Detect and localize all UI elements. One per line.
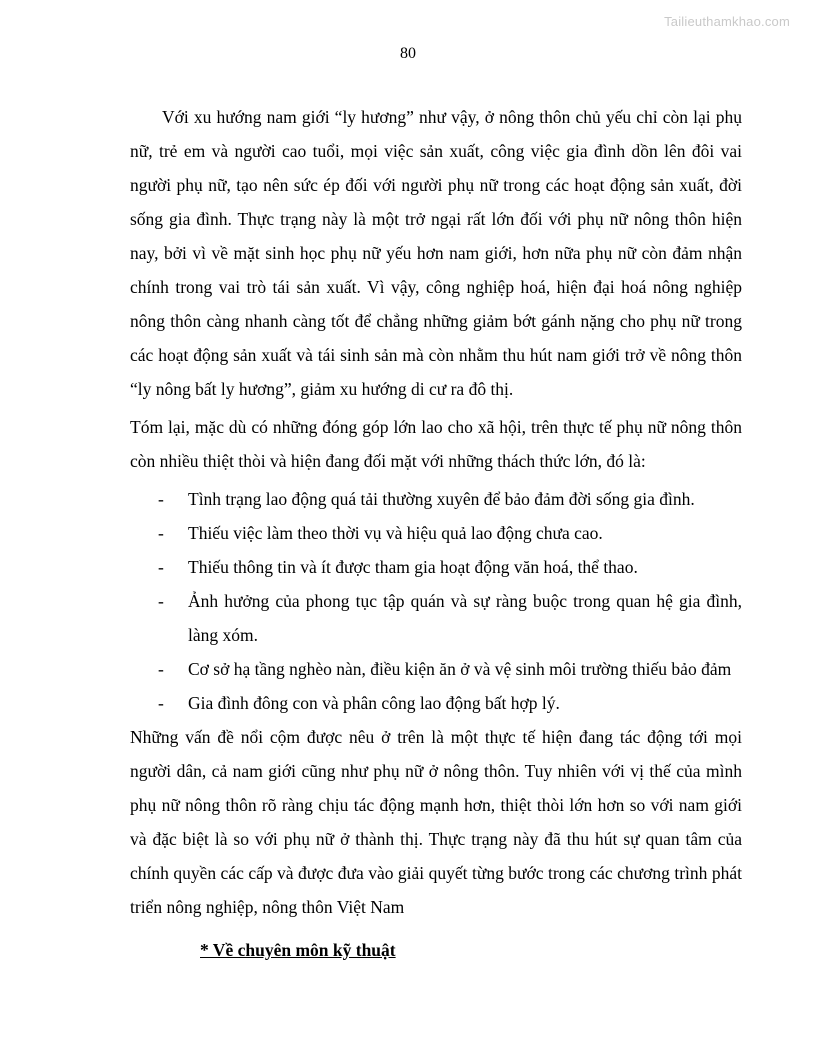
- list-item-text: Thiếu thông tin và ít được tham gia hoạt động văn hoá, thể thao.: [188, 557, 638, 577]
- paragraph-3: Những vấn đề nổi cộm được nêu ở trên là một thực tế hiện đang tác động tới mọi người dân, cả nam giới cũng như phụ nữ ở nông thôn. Tuy nhiên với vị thế của mình phụ nữ nông thôn rõ ràng chịu tác động mạnh hơn, thiệt thòi lớn hơn so với nam giới và đặc biệt là so với phụ nữ ở thành thị. Thực trạng này đã thu hút sự quan tâm của chính quyền các cấp và được đưa vào giải quyết từng bước trong các chương trình phát triển nông nghiệp, nông thôn Việt Nam: [130, 727, 742, 917]
- list-item: [130, 652, 742, 686]
- bullet-marker: -: [158, 693, 164, 713]
- paragraph-1: Với xu hướng nam giới “ly hương” như vậy, ở nông thôn chủ yếu chỉ còn lại phụ nữ, trẻ em và người cao tuổi, mọi việc sản xuất, công việc gia đình dồn lên đôi vai người phụ nữ, tạo nên sức ép đối với người phụ nữ trong các hoạt động sản xuất, đời sống gia đình. Thực trạng này là một trở ngại rất lớn đối với phụ nữ nông thôn hiện nay, bởi vì về mặt sinh học phụ nữ yếu hơn nam giới, hơn nữa phụ nữ còn đảm nhận chính trong vai trò tái sản xuất. Vì vậy, công nghiệp hoá, hiện đại hoá nông nghiệp nông thôn càng nhanh càng tốt để chẳng những giảm bớt gánh nặng cho phụ nữ trong các hoạt động sản xuất và tái sinh sản mà còn nhằm thu hút nam giới trở về nông thôn “ly nông bất ly hương”, giảm xu hướng di cư ra đô thị.: [130, 107, 742, 399]
- list-item-text: Tình trạng lao động quá tải thường xuyên để bảo đảm đời sống gia đình.: [188, 489, 695, 509]
- list-item-text: Gia đình đông con và phân công lao động bất hợp lý.: [188, 693, 560, 713]
- list-item: [130, 686, 742, 720]
- section-heading: [130, 934, 742, 966]
- list-item: [130, 516, 742, 550]
- page-number: 80: [400, 45, 416, 62]
- list-item-text: Cơ sở hạ tầng nghèo nàn, điều kiện ăn ở và vệ sinh môi trường thiếu bảo đảm: [188, 659, 732, 679]
- paragraph-2: Tóm lại, mặc dù có những đóng góp lớn lao cho xã hội, trên thực tế phụ nữ nông thôn còn nhiều thiệt thòi và hiện đang đối mặt với những thách thức lớn, đó là:: [130, 417, 742, 471]
- watermark-text: Tailieuthamkhao.com: [664, 14, 790, 29]
- section-heading-text: * Về chuyên môn kỹ thuật: [200, 940, 396, 960]
- list-item: [130, 550, 742, 584]
- list-item: [130, 584, 742, 652]
- list-item-text: Thiếu việc làm theo thời vụ và hiệu quả lao động chưa cao.: [188, 523, 603, 543]
- list-item: [130, 482, 742, 516]
- bullet-marker: -: [158, 523, 164, 543]
- challenges-list: [130, 482, 742, 720]
- page-content: [130, 100, 742, 966]
- bullet-marker: -: [158, 489, 164, 509]
- bullet-marker: -: [158, 659, 164, 679]
- bullet-marker: -: [158, 557, 164, 577]
- list-item-text: Ảnh hưởng của phong tục tập quán và sự ràng buộc trong quan hệ gia đình, làng xóm.: [188, 591, 742, 645]
- bullet-marker: -: [158, 591, 164, 611]
